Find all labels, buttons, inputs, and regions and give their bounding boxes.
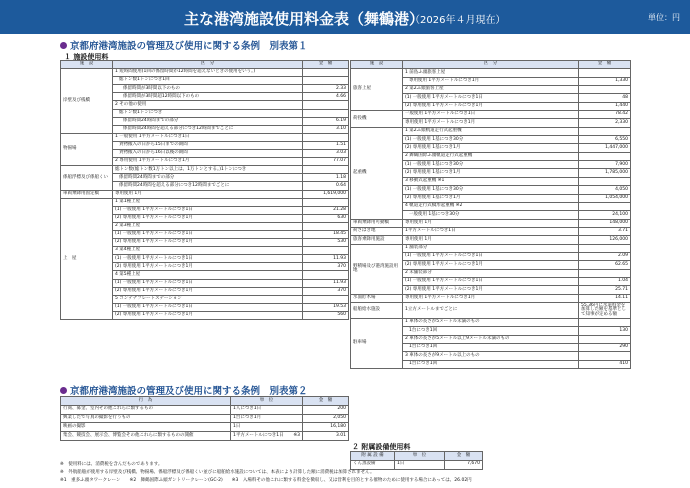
fee-amount: 4,050 (579, 186, 631, 194)
fee-amount (579, 318, 631, 326)
fee-category: (1) 一般使用 1平方メートルにつき1日 (403, 252, 579, 260)
fee-amount: 11.93 (303, 279, 349, 287)
table-row (61, 405, 349, 414)
header-unit: 単 位 (231, 397, 303, 406)
act-unit-text: 1日 (233, 424, 241, 430)
header-amount: 金 額 (303, 61, 349, 69)
table-row (351, 294, 631, 302)
fee-amount (579, 177, 631, 185)
table-row (61, 432, 349, 441)
fee-category: 1 第2ふ頭軌道走行式起重機 (403, 127, 579, 135)
facility-name: 車両乗降用可動橋 (351, 219, 403, 227)
fee-amount: 1.18 (303, 174, 349, 182)
facility-name: 起重機 (351, 127, 403, 219)
fee-category: (2) 専用使用 1平方メートルにつき1月 (113, 311, 303, 319)
table-header-row (351, 61, 631, 69)
fee-amount: 2.09 (579, 252, 631, 260)
fee-category: (2) 専用使用 1平方メートルにつき1月 (113, 214, 303, 222)
table-row (61, 190, 349, 198)
act-unit (231, 432, 303, 441)
fee-category: 専用使用 1月 (403, 219, 579, 227)
facility-name: 荷役機 (351, 111, 403, 128)
fee-amount: 78.42 (579, 111, 631, 119)
facility-fee-table-left (60, 60, 349, 320)
table-row (61, 166, 349, 174)
fee-category: 係留時間24時間までの部分 (113, 117, 303, 125)
facility-name: 船舶給水施設 (351, 302, 403, 318)
fee-amount (303, 295, 349, 303)
header-equipment: 附 属 設 備 (351, 452, 395, 461)
fee-amount: 370 (303, 287, 349, 295)
header-category: 区 分 (113, 61, 303, 69)
fee-amount: 19.53 (303, 303, 349, 311)
table-row (351, 236, 631, 244)
fee-amount (579, 335, 631, 343)
fee-amount: 21.28 (303, 206, 349, 214)
facility-name: 旅客上屋 (351, 69, 403, 111)
table-row (351, 227, 631, 235)
facility-name: 旅客乗降用施設 (351, 236, 403, 244)
fee-category: (1) 一般使用 1平方メートルにつき1日 (403, 94, 579, 102)
fee-category: 4 軌道走行式橋形起重機 ※2 (403, 202, 579, 210)
facility-name: 水面貯木場 (351, 294, 403, 302)
fee-category: (1) 一般使用 1平方メートルにつき1日 (113, 279, 303, 287)
fee-amount (579, 269, 631, 277)
header-unit: 単 位 (395, 452, 445, 461)
section2-title: 京都府港湾施設の管理及び使用に関する条例 別表第２ (70, 386, 308, 397)
table-header-row (351, 452, 483, 461)
act-unit (231, 414, 303, 423)
footnotes (60, 461, 472, 485)
header-facility: 施 設 (351, 61, 403, 69)
act-name: 映画の撮影 (61, 423, 231, 432)
table-row (61, 414, 349, 423)
fee-amount: 290 (579, 344, 631, 352)
fee-amount (303, 198, 349, 206)
fee-amount: 14.11 (579, 294, 631, 302)
fee-category: (2) 専用使用 1平方メートルにつき1月 (403, 102, 579, 110)
facility-fee-table-right (350, 60, 631, 369)
fee-amount (579, 244, 631, 252)
fee-amount (579, 86, 631, 94)
fee-amount: 48 (579, 94, 631, 102)
fee-category: (1) 一般使用 1基につき30分 (403, 161, 579, 169)
fee-category: (2) 専用使用 1平方メートルにつき1月 (113, 287, 303, 295)
act-name: 集会、競技会、展示会、博覧会その他これらに類するものの開催 (61, 432, 231, 441)
header-amount: 金 額 (579, 61, 631, 69)
facility-name: 上 屋 (61, 198, 113, 319)
act-amount: 2,050 (303, 414, 349, 423)
table-row (351, 318, 631, 326)
fee-amount: 25.71 (579, 286, 631, 294)
facility-name: 物揚場 (61, 133, 113, 165)
facility-name: 岸壁及び桟橋 (61, 69, 113, 134)
fee-category: (2) 専用使用 1基につき1月 (403, 169, 579, 177)
section1-heading (60, 38, 308, 52)
fee-category: 1立方メートルまでごとに (403, 302, 579, 318)
act-note: ※3 (293, 432, 300, 438)
fee-category: (1) 一般使用 1平方メートルにつき1日 (113, 255, 303, 263)
header-amount: 金 額 (445, 452, 483, 461)
fee-category: 専用使用 1月 (403, 236, 579, 244)
fee-category: 2 第3種上屋 (113, 222, 303, 230)
fee-category: (2) 専用使用 1基につき1月 (403, 144, 579, 152)
fee-category: 貨物搬入の日から16日以後の期間 (113, 150, 303, 158)
fee-category: 総トン数(総トン数1万トン以上は、1万トンとする。)1トンにつき (113, 166, 303, 174)
table-header-row (61, 397, 349, 406)
fee-amount (303, 271, 349, 279)
fee-amount: 77.07 (303, 158, 349, 166)
fee-category: 専用使用 1平方メートルにつき1月 (403, 119, 579, 127)
act-amount: 16,180 (303, 423, 349, 432)
fee-amount: 4.66 (303, 93, 349, 101)
fee-amount: 1,330 (579, 77, 631, 85)
fee-amount (303, 77, 349, 85)
fee-amount: 62.65 (579, 261, 631, 269)
fee-category: 総トン数1トンにつき1回 (113, 77, 303, 85)
fee-amount: 1,785,000 (579, 169, 631, 177)
fee-category: 2 その他の使用 (113, 101, 303, 109)
act-amount: 3.01 (303, 432, 349, 441)
fee-amount: 24,100 (579, 211, 631, 219)
table-row (351, 219, 631, 227)
facility-name: 野積場及び港湾施設用地 (351, 244, 403, 294)
fee-category: (2) 専用使用 1平方メートルにつき1月 (403, 286, 579, 294)
fee-category: 1 前島ふ頭旅客上屋 (403, 69, 579, 77)
fee-amount: 148,000 (579, 219, 631, 227)
equipment-title: ２ 附属設備使用料 (352, 443, 411, 451)
fee-amount (303, 247, 349, 255)
page-title: 主な港湾施設使用料金表（舞鶴港） (184, 10, 425, 28)
fee-amount: 3.03 (303, 150, 349, 158)
fee-amount (303, 133, 349, 141)
fee-category: 1 短時間使用(1回の係留時間が12時間を超えないときの使用をいう。) (113, 69, 303, 77)
fee-category: (1) 一般使用 1平方メートルにつき1日 (113, 206, 303, 214)
table-header-row (61, 61, 349, 69)
fee-category: 貨物搬入の日から15日までの期間 (113, 141, 303, 149)
fee-category: 1 一般使用 1平方メートルにつき1日 (113, 133, 303, 141)
fee-amount: 3.71 (579, 227, 631, 235)
footnote: ※ 使用料には、消費税を含んだものであります。 (60, 462, 163, 467)
fee-category: (1) 一般使用 1平方メートルにつき1日 (113, 230, 303, 238)
table-row (351, 302, 631, 318)
title-bar (0, 0, 690, 34)
fee-amount (579, 202, 631, 210)
fee-category: 1台につき1回 (403, 327, 579, 335)
fee-amount (303, 101, 349, 109)
fee-category: 5 コンテナフレートステーション (113, 295, 303, 303)
fee-category: 2 第2ふ頭旅客上屋 (403, 86, 579, 94)
act-unit (231, 405, 303, 414)
act-name: 行商、募金、室内その他これらに類するもの (61, 405, 231, 414)
fee-amount: 7,900 (579, 161, 631, 169)
footnote: ※1 重多ふ頭タワークレーン ※2 舞鶴国際ふ頭ガントリークレーン(GC-2) ※3 入場料その他これに類する料金を徴収し、又は営利を目的とする催物のために使用する場合にあっては、26.02円 (60, 478, 472, 483)
table-row (61, 133, 349, 141)
header-category: 区 分 (403, 61, 579, 69)
fee-category: 専用使用 1平方メートルにつき1月 (403, 77, 579, 85)
header-act: 行 為 (61, 397, 231, 406)
fee-amount: 2,330 (579, 119, 631, 127)
fee-category: 3 車体の長さが9メートル以上のもの (403, 352, 579, 360)
fee-category: 2 車体の長さが5メートル以上9メートル未満のもの (403, 335, 579, 343)
table-row (351, 111, 631, 119)
table-row (351, 244, 631, 252)
fee-category: 1 車体の長さが5メートル未満のもの (403, 318, 579, 326)
header-facility: 施 設 (61, 61, 113, 69)
fee-amount: 1.51 (303, 141, 349, 149)
fee-amount: 126,000 (579, 236, 631, 244)
act-name: 興業したで写真の撮影を行うもの (61, 414, 231, 423)
fee-category: 専用使用 1平方メートルにつき1月 (403, 294, 579, 302)
fee-category: 1平方メートルにつき1日 (403, 227, 579, 235)
fee-category: 4 第5種上屋 (113, 271, 303, 279)
fee-category: 2 専用使用 1平方メートルにつき1月 (113, 158, 303, 166)
fee-category: (1) 一般使用 1平方メートルにつき1日 (113, 303, 303, 311)
fee-category: (2) 専用使用 1平方メートルにつき1月 (113, 239, 303, 247)
fee-category: (2) 専用使用 1平方メートルにつき1月 (403, 261, 579, 269)
fee-category: 係留時間24時間までの部分 (113, 174, 303, 182)
act-unit (231, 423, 303, 432)
fee-category: 1 舗装部分 (403, 244, 579, 252)
equipment-unit: 1日 (395, 460, 445, 469)
facility-name: 車両乗降用固定橋 (61, 190, 113, 198)
equipment-name: くん蒸設備 (351, 460, 395, 469)
fee-amount: 0.64 (303, 182, 349, 190)
fee-amount: 55.36円に水道料金を加算した額を基準として知事が定める額 (579, 302, 631, 318)
fee-category: 2 未舗装部分 (403, 269, 579, 277)
fee-category: (1) 一般使用 1基につき30分 (403, 136, 579, 144)
table-row (61, 423, 349, 432)
facility-name: 駐車場 (351, 318, 403, 368)
header-amount: 金 額 (303, 397, 349, 406)
act-amount: 200 (303, 405, 349, 414)
fee-category: (2) 専用使用 1平方メートルにつき1月 (113, 263, 303, 271)
fee-amount (303, 222, 349, 230)
table-row (61, 69, 349, 77)
bullet-icon (60, 42, 67, 49)
fee-category: 3 移動式起重機 ※1 (403, 177, 579, 185)
fee-category: 3 第4種上屋 (113, 247, 303, 255)
fee-amount: 410 (579, 360, 631, 368)
fee-amount (303, 166, 349, 174)
fee-amount: 6.19 (303, 117, 349, 125)
fee-amount: 6,550 (579, 136, 631, 144)
fee-category: 1台につき1回 (403, 344, 579, 352)
footnote: ※ 外航船舶が使用する岸壁及び桟橋、物揚場、係船浮標及び係船くい並びに船舶給水施設については、本表により計算した額に消費税は加算されません。 (60, 470, 375, 475)
fee-category: 総トン数1トンにつき (113, 109, 303, 117)
fee-category: 1台につき1回 (403, 360, 579, 368)
bullet-icon (60, 387, 67, 394)
table-row (351, 127, 631, 135)
fee-amount (579, 152, 631, 160)
fee-amount: 2.33 (303, 85, 349, 93)
section1-subtitle: １ 施設使用料 (64, 53, 109, 61)
fee-category: 2 舞鶴国際ふ頭軌道走行式起重機 (403, 152, 579, 160)
fee-category: 一般使用 1基につき30分 (403, 211, 579, 219)
section2-heading (60, 383, 308, 397)
fee-amount: 1,054,000 (579, 194, 631, 202)
fee-amount (303, 109, 349, 117)
fee-category: 係留時間が3時間以下のもの (113, 85, 303, 93)
act-unit-text: 1平方メートルにつき1日 (233, 432, 284, 438)
fee-amount: 130 (579, 327, 631, 335)
act-unit-text: 1台につき1月 (233, 415, 262, 421)
fee-amount (579, 352, 631, 360)
fee-amount: 630 (303, 214, 349, 222)
facility-name: 荷さばき地 (351, 227, 403, 235)
fee-amount (579, 69, 631, 77)
fee-amount: 1.04 (579, 277, 631, 285)
fee-amount: 18.45 (303, 230, 349, 238)
fee-amount: 1,447,000 (579, 144, 631, 152)
fee-amount (579, 127, 631, 135)
table-row (61, 198, 349, 206)
fee-category: (1) 一般使用 1平方メートルにつき1日 (403, 277, 579, 285)
fee-category: 一般使用 1平方メートルにつき1日 (403, 111, 579, 119)
fee-category: 係留時間24時間を超える部分につき12時間までごとに (113, 182, 303, 190)
fee-category: 係留時間が3時間超12時間以下のもの (113, 93, 303, 101)
facility-name: 係船浮標及び係船くい (61, 166, 113, 190)
page-date: （2026年４月現在） (410, 15, 506, 26)
fee-amount: 530 (303, 239, 349, 247)
fee-amount: 1,440 (579, 102, 631, 110)
fee-amount: 560 (303, 311, 349, 319)
fee-category: (1) 一般使用 1基につき30分 (403, 186, 579, 194)
fee-category: 係留時間24時間を超える部分につき12時間までごとに (113, 125, 303, 133)
fee-amount: 3.10 (303, 125, 349, 133)
fee-amount (303, 69, 349, 77)
table-row (351, 69, 631, 77)
unit-label: 単位：円 (648, 13, 680, 22)
fee-category: (2) 専用使用 1基につき1月 (403, 194, 579, 202)
act-fee-table (60, 396, 349, 441)
section1-title: 京都府港湾施設の管理及び使用に関する条例 別表第１ (70, 41, 308, 52)
fee-category: 専用使用 1月 (113, 190, 303, 198)
equipment-amount: 7,670 (445, 460, 483, 469)
fee-amount: 1,619,000 (303, 190, 349, 198)
fee-category: 1 第1種上屋 (113, 198, 303, 206)
fee-amount: 370 (303, 263, 349, 271)
act-unit-text: 1人につき1日 (233, 406, 262, 412)
fee-amount: 11.93 (303, 255, 349, 263)
